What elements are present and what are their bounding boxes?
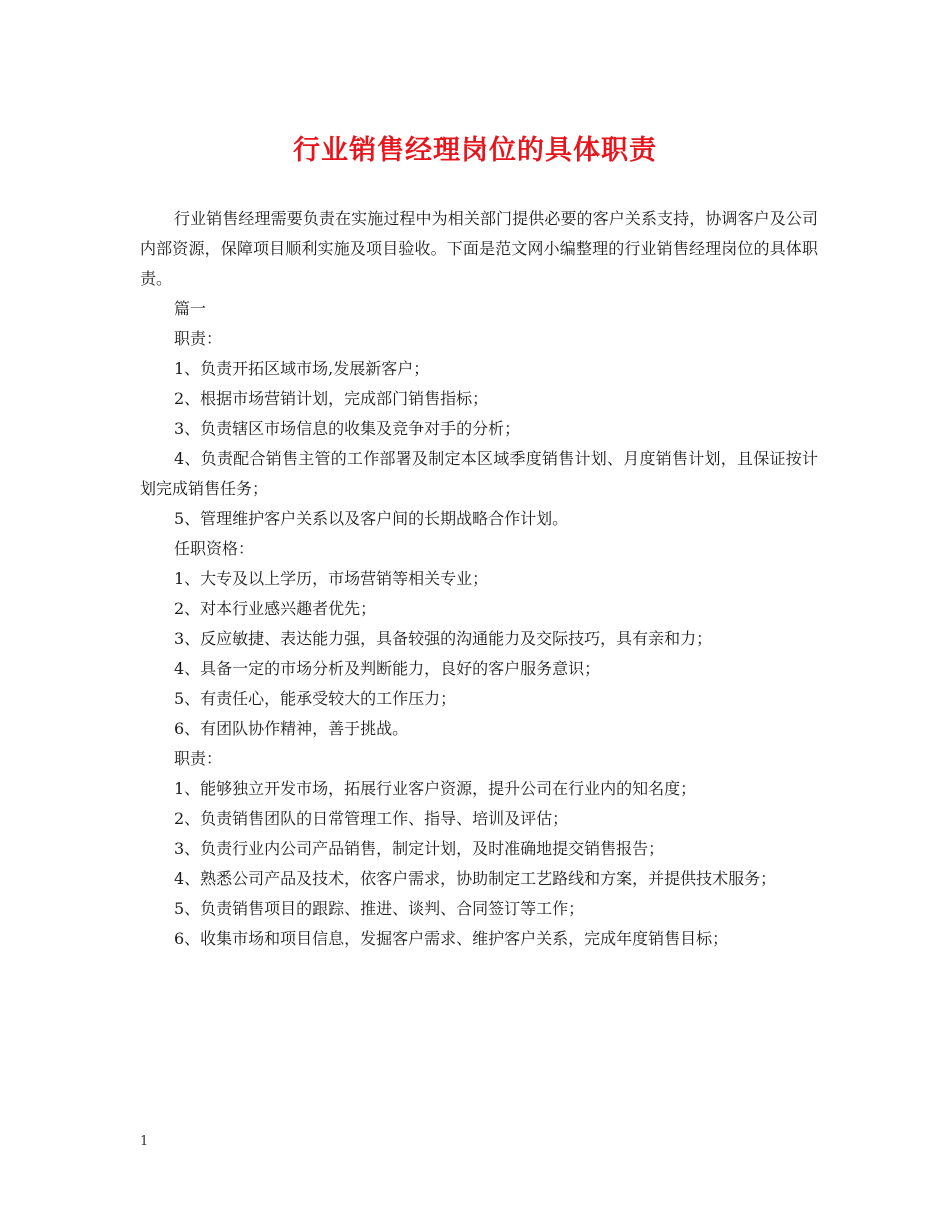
list-item: 1、能够独立开发市场，拓展行业客户资源，提升公司在行业内的知名度； (174, 779, 697, 798)
subheading-duties: 职责： (174, 749, 223, 768)
section-label: 篇一 (174, 299, 207, 318)
list-item: 6、有团队协作精神，善于挑战。 (174, 719, 409, 738)
subheading-duties: 职责： (174, 329, 223, 348)
list-item: 6、收集市场和项目信息，发掘客户需求、维护客户关系，完成年度销售目标； (174, 929, 729, 948)
list-item: 5、管理维护客户关系以及客户间的长期战略合作计划。 (174, 509, 569, 528)
list-item: 3、负责辖区市场信息的收集及竞争对手的分析； (174, 419, 521, 438)
page-number: 1 (140, 1134, 149, 1149)
intro-paragraph: 行业销售经理需要负责在实施过程中为相关部门提供必要的客户关系支持，协调客户及公司内部资源，保障项目顺利实施及项目验收。下面是范文网小编整理的行业销售经理岗位的具体职责。 (140, 209, 818, 288)
list-item: 5、有责任心，能承受较大的工作压力； (174, 689, 457, 708)
list-item: 1、大专及以上学历，市场营销等相关专业； (174, 569, 489, 588)
list-item: 1、负责开拓区域市场,发展新客户； (174, 359, 430, 378)
subheading-qualifications: 任职资格： (174, 539, 255, 558)
list-item: 4、负责配合销售主管的工作部署及制定本区域季度销售计划、月度销售计划，且保证按计划完成销售任务； (140, 449, 818, 498)
list-item: 3、负责行业内公司产品销售，制定计划，及时准确地提交销售报告； (174, 839, 665, 858)
list-item: 2、对本行业感兴趣者优先； (174, 599, 377, 618)
list-item: 4、具备一定的市场分析及判断能力，良好的客户服务意识； (174, 659, 601, 678)
list-item: 5、负责销售项目的跟踪、推进、谈判、合同签订等工作； (174, 899, 585, 918)
list-item: 2、根据市场营销计划，完成部门销售指标； (174, 389, 489, 408)
list-item: 4、熟悉公司产品及技术，依客户需求，协助制定工艺路线和方案，并提供技术服务； (174, 869, 777, 888)
document-title: 行业销售经理岗位的具体职责 (293, 135, 657, 166)
document-body (140, 204, 818, 954)
list-item: 2、负责销售团队的日常管理工作、指导、培训及评估； (174, 809, 569, 828)
list-item: 3、反应敏捷、表达能力强，具备较强的沟通能力及交际技巧，具有亲和力； (174, 629, 713, 648)
